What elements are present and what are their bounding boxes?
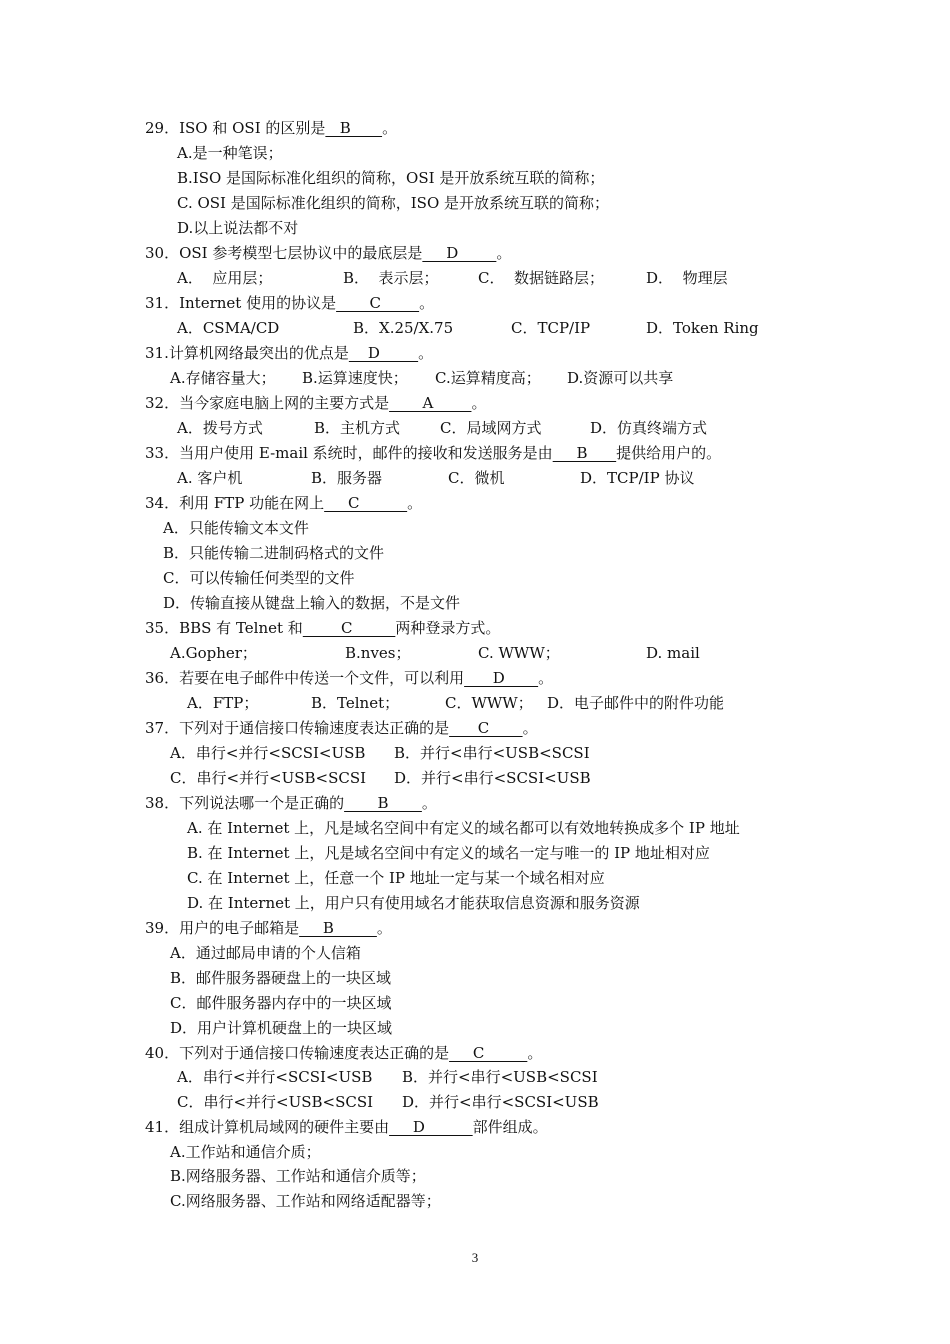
answer-blank: D xyxy=(464,669,539,687)
answer-blank: D xyxy=(348,344,419,362)
option-36-d: D．电子邮件中的附件功能 xyxy=(547,694,725,712)
question-30: 30．OSI 参考模型七层协议中的最底层是 D 。 xyxy=(145,244,512,262)
option-34-c: C．可以传输任何类型的文件 xyxy=(163,569,355,587)
option-37-a: A．串行<并行<SCSI<USB xyxy=(170,744,366,762)
answer-blank: C xyxy=(449,719,523,737)
answer-blank: A xyxy=(389,394,472,412)
option-34-d: D．传输直接从键盘上输入的数据，不是文件 xyxy=(163,594,461,612)
answer-blank: C xyxy=(449,1044,528,1062)
question-32: 32．当今家庭电脑上网的主要方式是 A 。 xyxy=(145,394,487,412)
option-32-a: A．拨号方式 xyxy=(177,419,263,437)
option-29-a: A.是一种笔误； xyxy=(177,144,283,162)
option-32-b: B．主机方式 xyxy=(314,419,401,437)
answer-blank: C xyxy=(324,494,408,512)
question-41: 41．组成计算机局域网的硬件主要由 D 部件组成。 xyxy=(145,1118,548,1136)
option-29-b: B.ISO 是国际标准化组织的简称，OSI 是开放系统互联的简称； xyxy=(177,169,605,187)
option-30-a: A． 应用层； xyxy=(177,269,273,287)
question-31: 31．Internet 使用的协议是 C 。 xyxy=(145,294,435,312)
option-31b-b: B.运算速度快； xyxy=(302,369,408,387)
option-39-d: D．用户计算机硬盘上的一块区域 xyxy=(170,1019,393,1037)
option-31-d: D．Token Ring xyxy=(646,319,759,337)
question-29: 29．ISO 和 OSI 的区别是 B _ 。 xyxy=(145,119,398,137)
option-30-b: B． 表示层； xyxy=(343,269,439,287)
option-39-a: A．通过邮局申请的个人信箱 xyxy=(170,944,361,962)
option-31-a: A．CSMA/CD xyxy=(177,319,280,337)
question-38: 38．下列说法哪一个是正确的 B 。 xyxy=(145,794,437,812)
option-36-b: B．Telnet； xyxy=(311,694,400,712)
answer-blank: D xyxy=(389,1118,473,1136)
option-33-a: A. 客户机 xyxy=(177,469,243,487)
option-38-b: B. 在 Internet 上，凡是域名空间中有定义的域名一定与唯一的 IP 地址相对应 xyxy=(187,844,710,862)
question-37: 37．下列对于通信接口传输速度表达正确的是 C 。 xyxy=(145,719,538,737)
option-33-d: D．TCP/IP 协议 xyxy=(580,469,695,487)
option-31-b: B．X.25/X.75 xyxy=(353,319,454,337)
option-35-c: C. WWW； xyxy=(478,644,560,662)
option-31-c: C．TCP/IP xyxy=(511,319,591,337)
option-37-d: D．并行<串行<SCSI<USB xyxy=(394,769,591,787)
question-31b: 31.计算机网络最突出的优点是 D 。 xyxy=(145,344,434,362)
question-40: 40．下列对于通信接口传输速度表达正确的是 C 。 xyxy=(145,1044,543,1062)
option-41-a: A.工作站和通信介质； xyxy=(170,1143,321,1161)
option-31b-d: D.资源可以共享 xyxy=(567,369,674,387)
answer-blank: B xyxy=(344,794,422,812)
option-36-a: A．FTP； xyxy=(187,694,259,712)
option-41-c: C.网络服务器、工作站和网络适配器等； xyxy=(170,1192,441,1210)
option-38-c: C. 在 Internet 上，任意一个 IP 地址一定与某一个域名相对应 xyxy=(187,869,605,887)
option-30-d: D． 物理层 xyxy=(646,269,728,287)
answer-blank: B xyxy=(299,919,377,937)
answer-blank: B _ xyxy=(325,119,383,137)
option-34-b: B．只能传输二进制码格式的文件 xyxy=(163,544,385,562)
option-31b-a: A.存储容量大； xyxy=(170,369,276,387)
page-number: 3 xyxy=(471,1250,479,1265)
option-29-c: C. OSI 是国际标准化组织的简称，ISO 是开放系统互联的简称； xyxy=(177,194,610,212)
question-34: 34．利用 FTP 功能在网上 C 。 xyxy=(145,494,423,512)
option-37-b: B．并行<串行<USB<SCSI xyxy=(394,744,590,762)
option-40-d: D．并行<串行<SCSI<USB xyxy=(402,1093,599,1111)
option-34-a: A．只能传输文本文件 xyxy=(163,519,309,537)
question-35: 35．BBS 有 Telnet 和 C 两种登录方式。 xyxy=(145,619,501,637)
option-30-c: C． 数据链路层； xyxy=(478,269,605,287)
option-39-c: C．邮件服务器内存中的一块区域 xyxy=(170,994,392,1012)
option-32-d: D．仿真终端方式 xyxy=(590,419,708,437)
answer-blank: D xyxy=(422,244,497,262)
option-33-c: C．微机 xyxy=(448,469,505,487)
option-31b-c: C.运算精度高； xyxy=(435,369,541,387)
option-35-a: A.Gopher； xyxy=(170,644,257,662)
question-39: 39．用户的电子邮箱是 B 。 xyxy=(145,919,392,937)
option-40-a: A．串行<并行<SCSI<USB xyxy=(177,1068,373,1086)
option-38-d: D. 在 Internet 上，用户只有使用域名才能获取信息资源和服务资源 xyxy=(187,894,640,912)
option-29-d: D.以上说法都不对 xyxy=(177,219,299,237)
option-35-b: B.nves； xyxy=(345,644,411,662)
option-39-b: B．邮件服务器硬盘上的一块区域 xyxy=(170,969,392,987)
answer-blank: C xyxy=(336,294,420,312)
answer-blank: B xyxy=(552,444,617,462)
question-36: 36．若要在电子邮件中传送一个文件，可以利用 D 。 xyxy=(145,669,554,687)
question-33: 33．当用户使用 E-mail 系统时，邮件的接收和发送服务是由 B 提供给用户的。 xyxy=(145,444,722,462)
option-41-b: B.网络服务器、工作站和通信介质等； xyxy=(170,1167,426,1185)
answer-blank: C xyxy=(302,619,396,637)
option-40-c: C．串行<并行<USB<SCSI xyxy=(177,1093,374,1111)
option-32-c: C．局域网方式 xyxy=(440,419,542,437)
option-37-c: C．串行<并行<USB<SCSI xyxy=(170,769,367,787)
option-36-c: C．WWW； xyxy=(445,694,533,712)
option-35-d: D. mail xyxy=(646,644,700,662)
option-33-b: B．服务器 xyxy=(311,469,383,487)
option-40-b: B．并行<串行<USB<SCSI xyxy=(402,1068,598,1086)
option-38-a: A. 在 Internet 上，凡是域名空间中有定义的域名都可以有效地转换成多个 IP 地址 xyxy=(187,819,740,837)
